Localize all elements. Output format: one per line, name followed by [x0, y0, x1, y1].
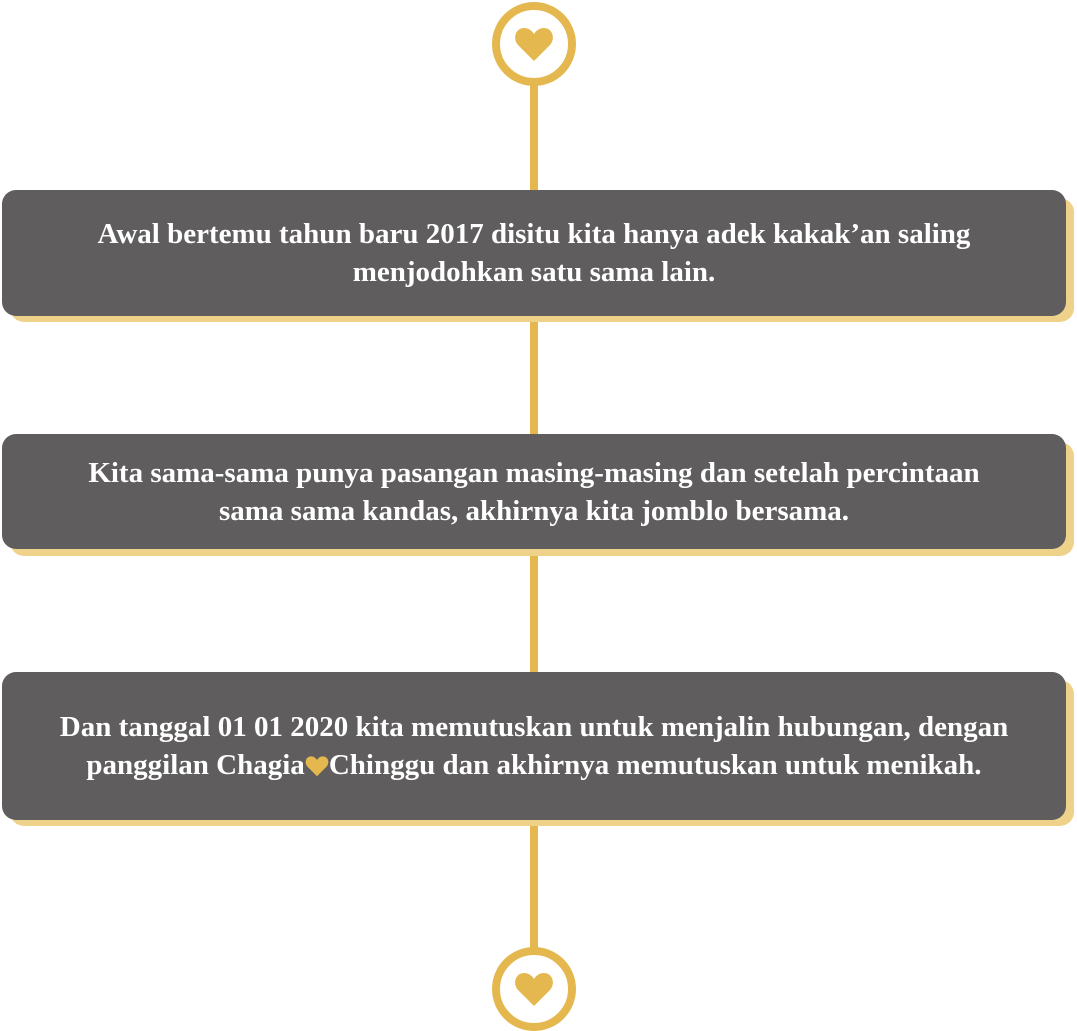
timeline-text: Awal bertemu tahun baru 2017 disitu kita hanya adek kakak’an saling menjodohkan satu sama lain. — [97, 218, 971, 288]
timeline-text: Kita sama-sama punya pasangan masing-masing dan setelah percintaan sama sama kandas, akhirnya kita jomblo bersama. — [88, 456, 980, 527]
timeline-text: Chinggu dan akhirnya memutuskan untuk menikah. — [328, 749, 982, 781]
bottom-heart-marker — [492, 947, 576, 1031]
heart-icon — [514, 26, 554, 62]
timeline-card-3 — [2, 672, 1066, 820]
timeline-card-2 — [2, 434, 1066, 549]
heart-icon — [514, 971, 554, 1007]
timeline-card-1 — [2, 190, 1066, 316]
heart-icon — [305, 755, 329, 777]
top-heart-marker — [492, 2, 576, 86]
timeline-text: Dan tanggal 01 01 2020 kita memutuskan untuk menjalin hubungan, dengan panggilan Chagia — [59, 711, 1009, 781]
